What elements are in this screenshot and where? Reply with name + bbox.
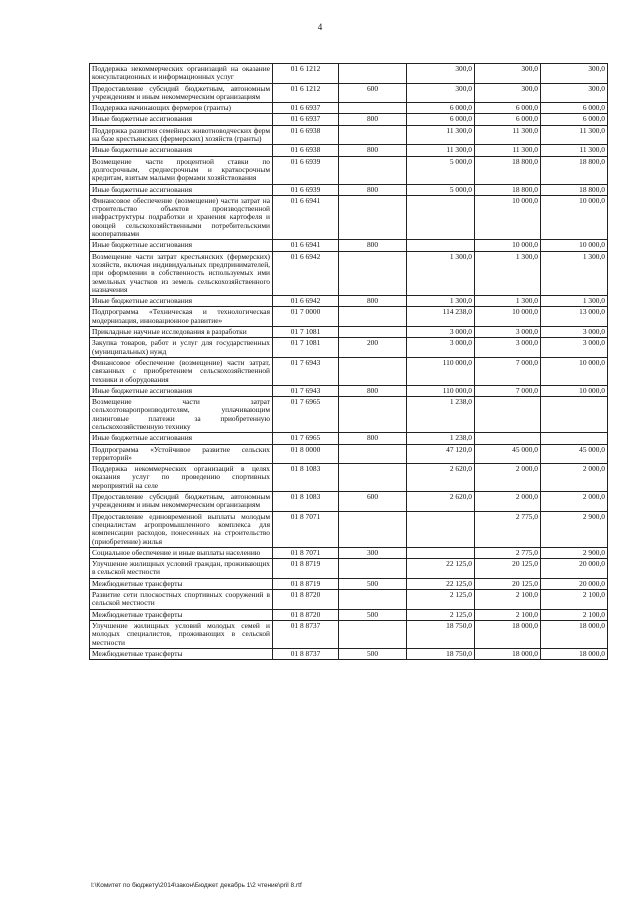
row-amount-2015-cell [407,195,475,239]
row-amount-2017-cell: 18 000,0 [541,648,608,659]
row-expense-type-cell [339,103,407,114]
row-expense-type-cell [339,251,407,295]
row-amount-2017-cell: 2 900,0 [541,511,608,547]
table-row [90,397,608,433]
row-amount-2017-cell: 10 000,0 [541,385,608,396]
row-amount-2016-cell: 20 125,0 [475,578,541,589]
row-amount-2016-cell: 10 000,0 [475,240,541,251]
row-expense-type-cell [339,156,407,184]
row-amount-2016-cell: 2 100,0 [475,609,541,620]
row-code-cell: 01 7 6965 [273,397,339,433]
row-amount-2016-cell: 18 800,0 [475,184,541,195]
table-row [90,338,608,358]
row-name-cell: Предоставление субсидий бюджетным, автономным учреждениям и иным некоммерческим организациям [90,492,273,512]
row-name-cell: Межбюджетные трансферты [90,609,273,620]
row-amount-2016-cell: 300,0 [475,64,541,84]
row-amount-2017-cell: 300,0 [541,64,608,84]
row-amount-2017-cell [541,397,608,433]
table-row [90,648,608,659]
row-amount-2015-cell: 11 300,0 [407,125,475,145]
row-code-cell: 01 6 1212 [273,83,339,103]
row-expense-type-cell [339,559,407,579]
row-code-cell: 01 8 8720 [273,590,339,610]
row-amount-2016-cell: 45 000,0 [475,444,541,464]
row-amount-2016-cell: 2 000,0 [475,464,541,492]
row-expense-type-cell: 800 [339,433,407,444]
row-amount-2016-cell: 300,0 [475,83,541,103]
row-amount-2017-cell: 2 000,0 [541,464,608,492]
row-amount-2017-cell: 18 800,0 [541,184,608,195]
row-name-cell: Иные бюджетные ассигнования [90,114,273,125]
row-amount-2015-cell: 22 125,0 [407,578,475,589]
table-row [90,578,608,589]
row-name-cell: Иные бюджетные ассигнования [90,145,273,156]
row-amount-2015-cell: 300,0 [407,83,475,103]
row-name-cell: Финансовое обеспечение (возмещение) части затрат на строительство объектов производственной инфраструктуры подработки и хранения картофеля и овощей сельскохозяйственными потребительскими кооперативами [90,195,273,239]
table-row [90,125,608,145]
row-code-cell: 01 6 6938 [273,125,339,145]
row-code-cell: 01 8 8737 [273,648,339,659]
row-name-cell: Иные бюджетные ассигнования [90,433,273,444]
row-code-cell: 01 6 6939 [273,184,339,195]
row-amount-2017-cell: 2 100,0 [541,590,608,610]
row-amount-2017-cell: 13 000,0 [541,307,608,327]
row-amount-2015-cell: 18 750,0 [407,620,475,648]
row-amount-2017-cell: 18 800,0 [541,156,608,184]
row-expense-type-cell: 500 [339,609,407,620]
row-amount-2016-cell: 6 000,0 [475,103,541,114]
row-amount-2016-cell: 7 000,0 [475,357,541,385]
row-amount-2016-cell: 20 125,0 [475,559,541,579]
row-code-cell: 01 8 7071 [273,547,339,558]
row-expense-type-cell [339,64,407,84]
table-row [90,145,608,156]
row-amount-2016-cell: 3 000,0 [475,338,541,358]
row-expense-type-cell: 800 [339,296,407,307]
row-name-cell: Межбюджетные трансферты [90,578,273,589]
table-row [90,184,608,195]
table-row [90,156,608,184]
row-amount-2016-cell: 10 000,0 [475,307,541,327]
row-expense-type-cell: 800 [339,240,407,251]
row-code-cell: 01 6 6942 [273,296,339,307]
row-amount-2017-cell: 2 900,0 [541,547,608,558]
row-code-cell: 01 7 6943 [273,357,339,385]
row-expense-type-cell: 600 [339,83,407,103]
row-amount-2016-cell: 2 100,0 [475,590,541,610]
row-amount-2017-cell: 2 100,0 [541,609,608,620]
table-row [90,559,608,579]
row-name-cell: Возмещение части затрат сельхозтоваропроизводителям, уплачивающим лизинговые платежи за приобретенную сельскохозяйственную технику [90,397,273,433]
row-name-cell: Улучшение жилищных условий молодых семей и молодых специалистов, проживающих в сельской местности [90,620,273,648]
table-row [90,464,608,492]
row-amount-2015-cell: 6 000,0 [407,114,475,125]
page-number: 4 [317,22,323,32]
row-amount-2016-cell: 10 000,0 [475,195,541,239]
table-row [90,114,608,125]
row-code-cell: 01 6 6938 [273,145,339,156]
row-expense-type-cell: 500 [339,648,407,659]
table-row [90,444,608,464]
row-name-cell: Возмещение части процентной ставки по долгосрочным, среднесрочным и краткосрочным кредитам, взятым малыми формами хозяйствования [90,156,273,184]
row-expense-type-cell: 800 [339,184,407,195]
row-amount-2017-cell: 6 000,0 [541,114,608,125]
row-name-cell: Финансовое обеспечение (возмещение) части затрат, связанных с приобретением сельскохозяйственной техники и оборудования [90,357,273,385]
row-name-cell: Подпрограмма «Устойчивое развитие сельских территорий» [90,444,273,464]
row-code-cell: 01 6 6939 [273,156,339,184]
row-name-cell: Иные бюджетные ассигнования [90,296,273,307]
row-amount-2017-cell: 10 000,0 [541,240,608,251]
row-amount-2015-cell: 6 000,0 [407,103,475,114]
row-amount-2015-cell: 1 300,0 [407,251,475,295]
row-code-cell: 01 8 8719 [273,578,339,589]
row-expense-type-cell [339,444,407,464]
row-code-cell: 01 8 8720 [273,609,339,620]
row-expense-type-cell [339,620,407,648]
budget-table [89,63,608,660]
row-name-cell: Межбюджетные трансферты [90,648,273,659]
row-code-cell: 01 8 1083 [273,464,339,492]
row-amount-2017-cell: 11 300,0 [541,125,608,145]
table-row [90,327,608,338]
row-amount-2017-cell: 11 300,0 [541,145,608,156]
row-amount-2015-cell [407,240,475,251]
table-row [90,307,608,327]
row-amount-2017-cell: 1 300,0 [541,251,608,295]
table-row [90,590,608,610]
row-amount-2017-cell: 20 000,0 [541,559,608,579]
row-amount-2015-cell: 11 300,0 [407,145,475,156]
row-name-cell: Поддержка начинающих фермеров (гранты) [90,103,273,114]
row-amount-2017-cell: 300,0 [541,83,608,103]
footer-file-path: I:\Комитет по бюджету\2014\закон\Бюджет декабрь 1\2 чтение\pril 8.rtf [91,882,302,889]
row-amount-2015-cell: 2 620,0 [407,464,475,492]
row-amount-2015-cell: 1 238,0 [407,397,475,433]
row-amount-2017-cell: 18 000,0 [541,620,608,648]
row-amount-2016-cell: 3 000,0 [475,327,541,338]
row-expense-type-cell [339,397,407,433]
row-expense-type-cell [339,125,407,145]
row-code-cell: 01 8 7071 [273,511,339,547]
row-amount-2017-cell: 3 000,0 [541,338,608,358]
row-code-cell: 01 6 6937 [273,114,339,125]
row-name-cell: Поддержка некоммерческих организаций в целях оказания услуг по проведению спортивных мероприятий на селе [90,464,273,492]
row-amount-2015-cell: 5 000,0 [407,156,475,184]
row-name-cell: Возмещение части затрат крестьянских (фермерских) хозяйств, включая индивидуальных предпринимателей, при оформлении в собственность используемых ими земельных участков из земель сельскохозяйственного назначения [90,251,273,295]
table-body [90,64,608,660]
row-amount-2015-cell: 110 000,0 [407,385,475,396]
row-name-cell: Улучшение жилищных условий граждан, проживающих в сельской местности [90,559,273,579]
row-amount-2017-cell [541,433,608,444]
table-row [90,511,608,547]
row-amount-2017-cell: 45 000,0 [541,444,608,464]
table-row [90,433,608,444]
row-amount-2017-cell: 3 000,0 [541,327,608,338]
row-expense-type-cell: 300 [339,547,407,558]
row-amount-2015-cell: 114 238,0 [407,307,475,327]
row-name-cell: Закупка товаров, работ и услуг для государственных (муниципальных) нужд [90,338,273,358]
row-amount-2015-cell: 2 125,0 [407,609,475,620]
row-amount-2017-cell: 1 300,0 [541,296,608,307]
row-amount-2016-cell: 2 775,0 [475,511,541,547]
row-amount-2015-cell [407,547,475,558]
row-name-cell: Предоставление субсидий бюджетным, автономным учреждениям и иным некоммерческим организациям [90,83,273,103]
row-code-cell: 01 6 6941 [273,195,339,239]
row-code-cell: 01 7 6965 [273,433,339,444]
row-expense-type-cell [339,511,407,547]
row-expense-type-cell [339,195,407,239]
row-expense-type-cell: 800 [339,114,407,125]
row-amount-2016-cell: 18 800,0 [475,156,541,184]
table-row [90,296,608,307]
row-code-cell: 01 6 6942 [273,251,339,295]
row-amount-2016-cell: 6 000,0 [475,114,541,125]
row-amount-2016-cell [475,397,541,433]
row-code-cell: 01 7 6943 [273,385,339,396]
row-code-cell: 01 7 0000 [273,307,339,327]
row-expense-type-cell: 600 [339,492,407,512]
table-row [90,64,608,84]
table-row [90,547,608,558]
row-amount-2015-cell: 300,0 [407,64,475,84]
row-amount-2015-cell: 18 750,0 [407,648,475,659]
row-name-cell: Иные бюджетные ассигнования [90,184,273,195]
row-amount-2016-cell: 18 000,0 [475,648,541,659]
row-name-cell: Социальное обеспечение и иные выплаты населению [90,547,273,558]
table-row [90,609,608,620]
row-amount-2017-cell: 2 000,0 [541,492,608,512]
row-name-cell: Иные бюджетные ассигнования [90,240,273,251]
row-amount-2017-cell: 6 000,0 [541,103,608,114]
row-amount-2015-cell: 2 125,0 [407,590,475,610]
row-amount-2015-cell: 3 000,0 [407,327,475,338]
row-name-cell: Развитие сети плоскостных спортивных сооружений в сельской местности [90,590,273,610]
row-amount-2016-cell [475,433,541,444]
row-amount-2015-cell [407,511,475,547]
row-amount-2017-cell: 20 000,0 [541,578,608,589]
row-amount-2015-cell: 2 620,0 [407,492,475,512]
table-row [90,103,608,114]
row-amount-2015-cell: 22 125,0 [407,559,475,579]
row-name-cell: Прикладные научные исследования в разработки [90,327,273,338]
row-code-cell: 01 6 6941 [273,240,339,251]
row-expense-type-cell [339,307,407,327]
table-row [90,357,608,385]
row-amount-2016-cell: 11 300,0 [475,125,541,145]
row-amount-2015-cell: 3 000,0 [407,338,475,358]
row-name-cell: Поддержка развития семейных животноводческих ферм на базе крестьянских (фермерских) хозяйств (гранты) [90,125,273,145]
table-row [90,83,608,103]
row-amount-2016-cell: 7 000,0 [475,385,541,396]
row-name-cell: Поддержка некоммерческих организаций на оказание консультационных и информационных услуг [90,64,273,84]
row-amount-2015-cell: 5 000,0 [407,184,475,195]
row-amount-2017-cell: 10 000,0 [541,357,608,385]
row-expense-type-cell: 500 [339,578,407,589]
row-code-cell: 01 7 1081 [273,327,339,338]
row-amount-2016-cell: 1 300,0 [475,296,541,307]
row-expense-type-cell [339,590,407,610]
row-name-cell: Подпрограмма «Техническая и технологическая модернизация, инновационное развитие» [90,307,273,327]
row-code-cell: 01 8 8719 [273,559,339,579]
table-row [90,492,608,512]
row-expense-type-cell [339,464,407,492]
row-amount-2016-cell: 18 000,0 [475,620,541,648]
table-row [90,251,608,295]
row-name-cell: Иные бюджетные ассигнования [90,385,273,396]
row-amount-2015-cell: 1 300,0 [407,296,475,307]
row-expense-type-cell: 800 [339,145,407,156]
row-code-cell: 01 6 6937 [273,103,339,114]
row-amount-2016-cell: 2 000,0 [475,492,541,512]
row-code-cell: 01 8 0000 [273,444,339,464]
row-expense-type-cell [339,327,407,338]
row-amount-2016-cell: 1 300,0 [475,251,541,295]
row-expense-type-cell: 800 [339,385,407,396]
row-amount-2015-cell: 110 000,0 [407,357,475,385]
row-amount-2017-cell: 10 000,0 [541,195,608,239]
row-name-cell: Предоставление единовременной выплаты молодым специалистам агропромышленного комплекса для компенсации расходов, понесенных на строительство (приобретение) жилья [90,511,273,547]
row-amount-2015-cell: 47 120,0 [407,444,475,464]
row-amount-2015-cell: 1 238,0 [407,433,475,444]
row-code-cell: 01 6 1212 [273,64,339,84]
row-code-cell: 01 8 1083 [273,492,339,512]
table-row [90,240,608,251]
row-code-cell: 01 8 8737 [273,620,339,648]
row-code-cell: 01 7 1081 [273,338,339,358]
row-amount-2016-cell: 11 300,0 [475,145,541,156]
row-amount-2016-cell: 2 775,0 [475,547,541,558]
row-expense-type-cell: 200 [339,338,407,358]
table-row [90,620,608,648]
table-row [90,385,608,396]
row-expense-type-cell [339,357,407,385]
table-row [90,195,608,239]
